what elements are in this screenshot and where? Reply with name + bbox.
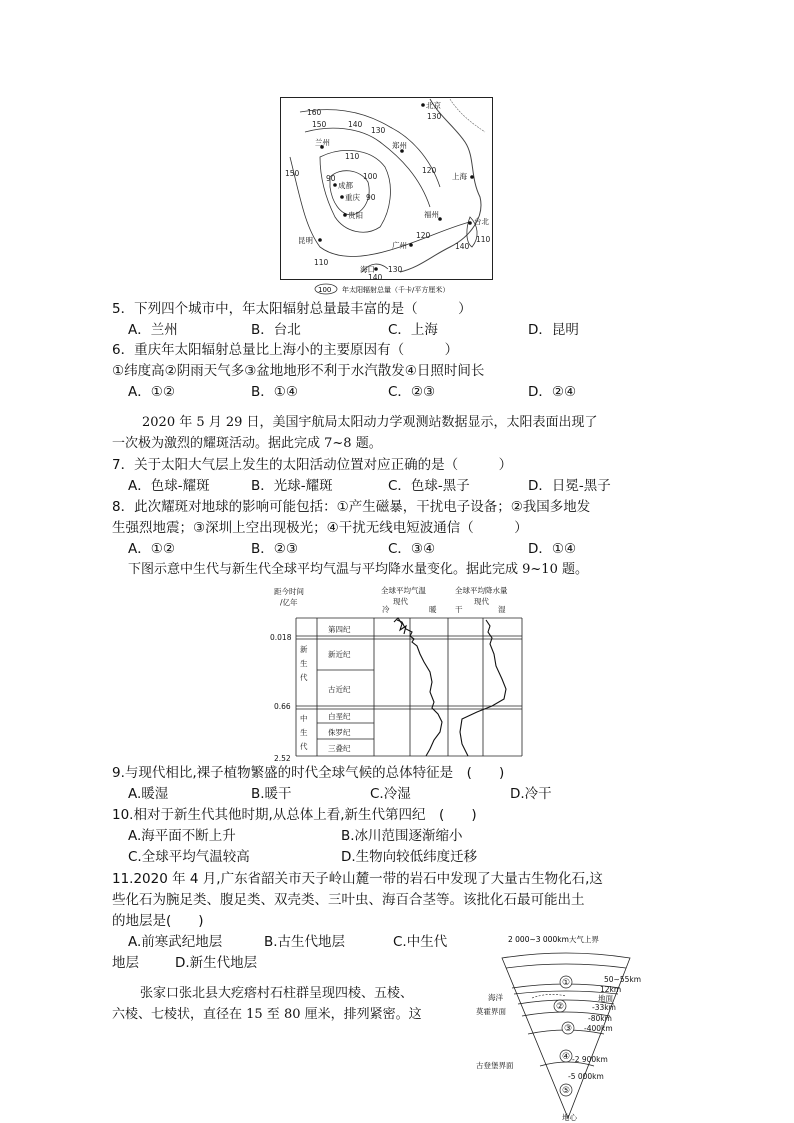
q11-option-d[interactable]: D.新生代地层 [175, 955, 258, 971]
layer-1: ① [562, 978, 571, 988]
temp-now: 现代 [393, 597, 408, 606]
q7-option-a[interactable]: A．色球-耀斑 [128, 478, 210, 494]
city-label: 贵阳 [348, 211, 363, 220]
passage-climate-chart: 下图示意中生代与新生代全球平均气温与平均降水量变化。据此完成 9~10 题。 [128, 562, 588, 577]
q6-option-a[interactable]: A．①② [128, 384, 175, 400]
q10-option-c[interactable]: C.全球平均气温较高 [128, 849, 250, 865]
q10-option-a[interactable]: A.海平面不断上升 [128, 828, 236, 844]
q11-option-b[interactable]: B.古生代地层 [264, 934, 346, 950]
isoline-label: 140 [455, 242, 470, 251]
period-label: 古近纪 [328, 685, 351, 694]
q9-option-d[interactable]: D.冷干 [510, 786, 552, 802]
city-label: 北京 [426, 101, 441, 110]
depth-label: 地面 [598, 994, 613, 1003]
q7-option-c[interactable]: C．色球-黑子 [388, 478, 470, 494]
q7-option-d[interactable]: D．日冕-黑子 [528, 478, 611, 494]
q5-option-d[interactable]: D．昆明 [528, 322, 579, 338]
q9-option-b[interactable]: B.暖干 [251, 786, 292, 802]
city-label: 广州 [392, 241, 407, 250]
q9-stem: 9.与现代相比,裸子植物繁盛的时代全球气候的总体特征是 ( ) [112, 765, 505, 781]
layer-5: ⑤ [562, 1086, 571, 1096]
isoline-label: 150 [312, 120, 327, 129]
passage-stone-pillars-line1: 张家口张北县大疙瘩村石柱群呈现四棱、五棱、 [140, 986, 414, 1001]
atmosphere-top-label: 2 000~3 000km大气上界 [508, 935, 599, 944]
isoline-label: 110 [314, 258, 329, 267]
q6-stem: 6．重庆年太阳辐射总量比上海小的主要原因有（ ） [112, 342, 459, 358]
legend-text: 年太阳辐射总量（千卡/平方厘米） [342, 286, 450, 294]
period-label: 新近纪 [328, 650, 351, 659]
solar-radiation-map [280, 97, 493, 297]
q8-stem-line2: 生强烈地震；③深圳上空出现极光；④干扰无线电短波通信（ ） [112, 520, 528, 536]
isoline-label: 120 [422, 166, 437, 175]
q9-option-a[interactable]: A.暖湿 [128, 786, 169, 802]
period-label: 白垩纪 [328, 712, 351, 721]
q5-option-b[interactable]: B．台北 [251, 322, 301, 338]
q9-option-c[interactable]: C.冷湿 [370, 786, 411, 802]
q6-option-c[interactable]: C．②③ [388, 384, 436, 400]
q6-option-d[interactable]: D．②④ [528, 384, 577, 400]
period-label: 侏罗纪 [328, 728, 351, 737]
city-label: 台北 [474, 217, 489, 226]
city-label: 昆明 [298, 236, 313, 245]
isoline-label: 130 [427, 112, 442, 121]
ocean-label: 海洋 [488, 993, 503, 1002]
q5-option-a[interactable]: A．兰州 [128, 322, 178, 338]
moho-label: 莫霍界面 [476, 1007, 506, 1016]
q10-option-b[interactable]: B.冰川范围逐渐缩小 [341, 828, 463, 844]
depth-label: -400km [584, 1024, 613, 1033]
q6-statements: ①纬度高②阴雨天气多③盆地地形不利于水汽散发④日照时间长 [112, 363, 485, 379]
passage-solar-flare-line2: 一次极为激烈的耀斑活动。据此完成 7~8 题。 [112, 436, 382, 451]
q8-stem-line1: 8．此次耀斑对地球的影响可能包括：①产生磁暴，干扰电子设备；②我国多地发 [112, 499, 591, 515]
temperature-curve [397, 620, 442, 756]
layer-3: ③ [564, 1024, 573, 1034]
period-label: 三叠纪 [328, 744, 351, 753]
legend-value: 100 [318, 286, 332, 294]
city-label: 郑州 [392, 141, 407, 150]
precip-title: 全球平均降水量 [455, 586, 508, 595]
isoline-label: 110 [345, 152, 360, 161]
isoline-label: 120 [416, 231, 431, 240]
passage-stone-pillars-line2: 六棱、七棱状，直径在 15 至 80 厘米，排列紧密。这 [112, 1007, 422, 1022]
isoline-label: 100 [363, 172, 378, 181]
city-label: 海口 [360, 265, 375, 274]
isoline-label: 150 [285, 169, 300, 178]
q8-option-b[interactable]: B．②③ [251, 541, 298, 557]
axis-title: 距今时间 [274, 587, 304, 596]
q7-option-b[interactable]: B．光球-耀斑 [251, 478, 333, 494]
city-label: 兰州 [315, 138, 330, 147]
era-cenozoic-2: 生 [300, 659, 308, 668]
q11-option-a[interactable]: A.前寒武纪地层 [128, 934, 223, 950]
tick-252: 2.52 [274, 754, 291, 762]
q8-option-d[interactable]: D．①④ [528, 541, 577, 557]
city-label: 福州 [424, 210, 439, 219]
q10-stem: 10.相对于新生代其他时期,从总体上看,新生代第四纪 ( ) [112, 807, 477, 823]
city-label: 上海 [452, 172, 467, 181]
depth-label: -2 900km [572, 1055, 608, 1064]
passage-solar-flare-line1: 2020 年 5 月 29 日，美国宇航局太阳动力学观测站数据显示，太阳表面出现了 [142, 415, 598, 430]
city-label: 重庆 [345, 193, 360, 202]
depth-label: 12km [600, 985, 622, 994]
q8-option-c[interactable]: C．③④ [388, 541, 436, 557]
climate-chart [262, 584, 534, 762]
era-cenozoic-1: 新 [300, 645, 308, 654]
depth-label: -5 000km [568, 1072, 604, 1081]
q11-stem-line2: 些化石为腕足类、腹足类、双壳类、三叶虫、海百合茎等。该批化石最可能出土 [112, 892, 585, 908]
temp-title: 全球平均气温 [381, 586, 426, 595]
q5-option-c[interactable]: C．上海 [388, 322, 438, 338]
q10-option-d[interactable]: D.生物向较低纬度迁移 [341, 849, 478, 865]
era-mesozoic-3: 代 [300, 742, 308, 751]
depth-label: 50~55km [604, 975, 642, 984]
layer-2: ② [556, 1002, 565, 1012]
cold-label: 冷 [382, 605, 390, 614]
q8-option-a[interactable]: A．①② [128, 541, 175, 557]
precip-now: 现代 [474, 597, 489, 606]
earth-core-label: 地心 [562, 1113, 577, 1122]
q11-stem-line1: 11.2020 年 4 月,广东省韶关市天子岭山麓一带的岩石中发现了大量古生物化石,这 [112, 871, 603, 887]
q7-stem: 7．关于太阳大气层上发生的太阳活动位置对应正确的是（ ） [112, 457, 513, 473]
layer-4: ④ [562, 1052, 571, 1062]
gutenberg-label: 古登堡界面 [476, 1061, 514, 1070]
earth-structure-diagram [476, 930, 646, 1122]
isoline-label: 160 [307, 108, 322, 117]
q11-stem-line3: 的地层是( ) [112, 913, 204, 929]
q5-stem: 5．下列四个城市中，年太阳辐射总量最丰富的是（ ） [112, 301, 472, 317]
isoline-label: 90 [326, 174, 336, 183]
isoline-label: 90 [366, 193, 376, 202]
isoline-label: 110 [476, 235, 491, 244]
isoline-label: 130 [371, 126, 386, 135]
isoline-label: 130 [388, 265, 403, 274]
warm-label: 暖 [429, 605, 437, 614]
depth-label: -33km [592, 1003, 616, 1012]
wet-label: 湿 [498, 605, 506, 614]
depth-label: -80km [588, 1014, 612, 1023]
isoline-label: 140 [368, 273, 383, 282]
isoline-label: 140 [348, 120, 363, 129]
period-label: 第四纪 [328, 625, 351, 634]
q11-option-c-cont: 地层 [112, 955, 139, 971]
axis-title-unit: /亿年 [280, 598, 298, 607]
tick-0018: 0.018 [270, 633, 292, 642]
era-mesozoic-1: 中 [300, 714, 308, 723]
q6-option-b[interactable]: B．①④ [251, 384, 298, 400]
city-label: 成都 [338, 181, 353, 190]
era-mesozoic-2: 生 [300, 728, 308, 737]
era-cenozoic-3: 代 [300, 673, 308, 682]
dry-label: 干 [455, 605, 463, 614]
tick-066: 0.66 [274, 702, 291, 711]
q11-option-c[interactable]: C.中生代 [393, 934, 448, 950]
